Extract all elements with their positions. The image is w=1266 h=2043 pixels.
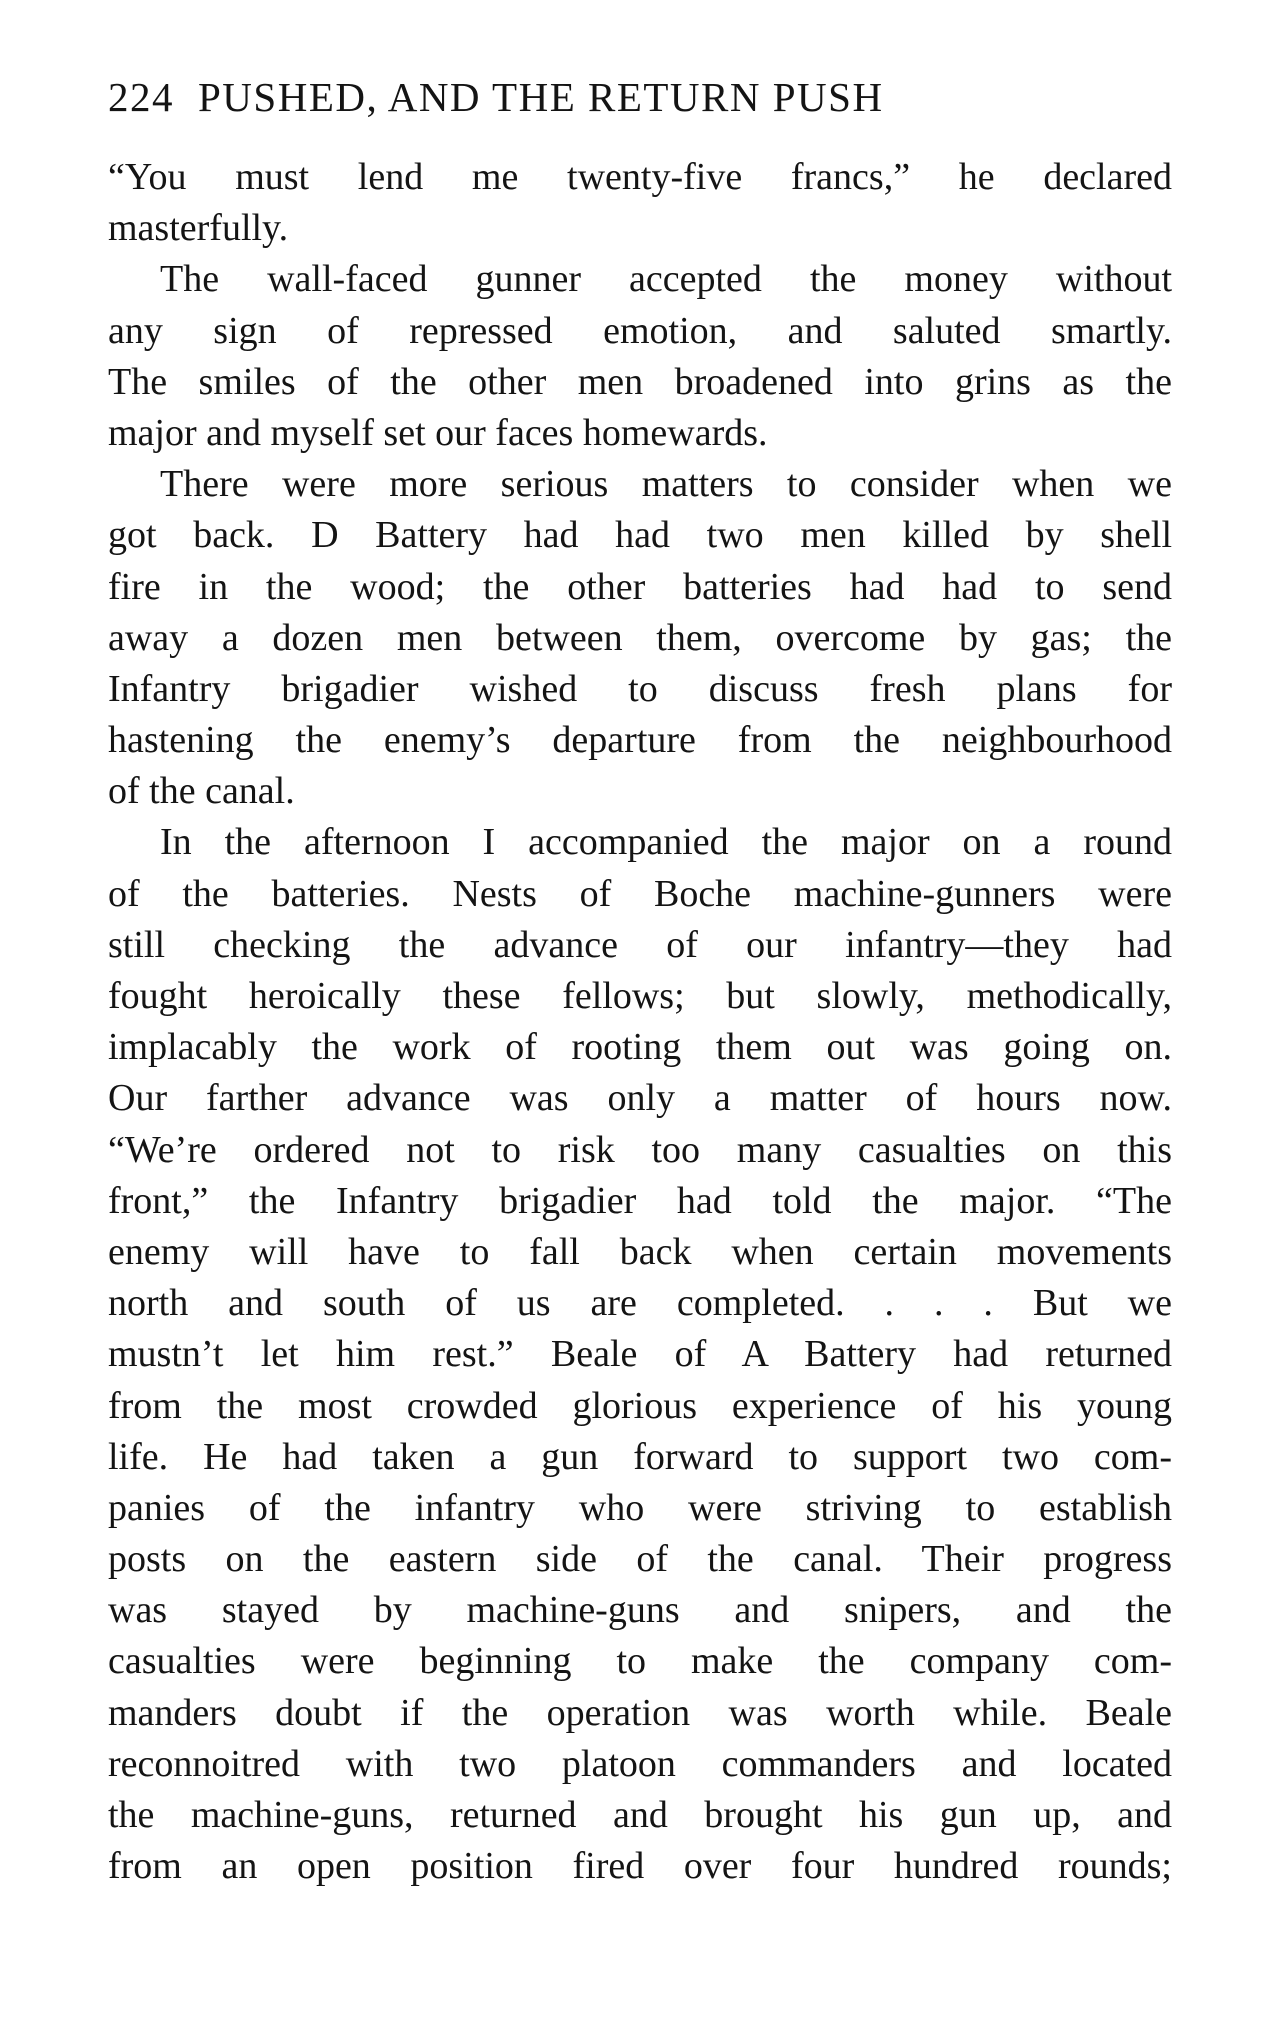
text-line: was stayed by machine-guns and snipers, and the — [108, 1589, 1172, 1632]
text-line: any sign of repressed emotion, and saluted smartly. — [108, 309, 1172, 352]
book-page — [108, 70, 1172, 1892]
text-line: The smiles of the other men broadened into grins as the — [108, 360, 1172, 403]
text-line: hastening the enemy’s departure from the neighbourhood — [108, 719, 1172, 762]
text-line: “You must lend me twenty-five francs,” he declared — [108, 156, 1172, 198]
text-line: from an open position fired over four hundred rounds; — [108, 1845, 1172, 1888]
text-line: Infantry brigadier wished to discuss fresh plans for — [108, 667, 1172, 710]
text-line: fought heroically these fellows; but slowly, methodically, — [108, 975, 1172, 1017]
text-line: mustn’t let him rest.” Beale of A Battery had returned — [108, 1333, 1172, 1376]
text-line: of the canal. — [108, 770, 295, 813]
text-line: The wall-faced gunner accepted the money without — [160, 258, 1172, 301]
text-line: manders doubt if the operation was worth while. Beale — [108, 1691, 1172, 1734]
text-line: north and south of us are completed. . . . But we — [108, 1282, 1172, 1325]
text-line: “We’re ordered not to risk too many casualties on this — [108, 1128, 1172, 1171]
running-head — [108, 70, 1172, 124]
text-line: implacably the work of rooting them out was going on. — [108, 1026, 1172, 1069]
text-line: panies of the infantry who were striving to establish — [108, 1486, 1172, 1529]
text-line: major and myself set our faces homewards. — [108, 411, 768, 454]
page-number: 224 — [108, 74, 174, 120]
text-line: away a dozen men between them, overcome by gas; the — [108, 616, 1172, 659]
running-title: PUSHED, AND THE RETURN PUSH — [198, 74, 884, 120]
text-line: masterfully. — [108, 207, 289, 250]
text-line: reconnoitred with two platoon commanders and located — [108, 1742, 1172, 1785]
text-line: casualties were beginning to make the company com- — [108, 1640, 1172, 1683]
text-line: In the afternoon I accompanied the major on a round — [160, 821, 1172, 864]
text-line: from the most crowded glorious experience of his young — [108, 1384, 1172, 1427]
text-line: front,” the Infantry brigadier had told the major. “The — [108, 1179, 1172, 1222]
text-line: still checking the advance of our infantry—they had — [108, 923, 1172, 966]
text-line: posts on the eastern side of the canal. Their progress — [108, 1538, 1172, 1581]
text-line: of the batteries. Nests of Boche machine-gunners were — [108, 872, 1172, 915]
text-line: There were more serious matters to consider when we — [160, 463, 1172, 506]
text-line: got back. D Battery had had two men killed by shell — [108, 514, 1172, 557]
text-line: life. He had taken a gun forward to support two com- — [108, 1435, 1172, 1478]
text-line: fire in the wood; the other batteries had had to send — [108, 565, 1172, 608]
text-line: enemy will have to fall back when certain movements — [108, 1230, 1172, 1273]
text-line: the machine-guns, returned and brought his gun up, and — [108, 1794, 1172, 1836]
text-line: Our farther advance was only a matter of hours now. — [108, 1077, 1172, 1120]
body-text — [108, 152, 1172, 1892]
